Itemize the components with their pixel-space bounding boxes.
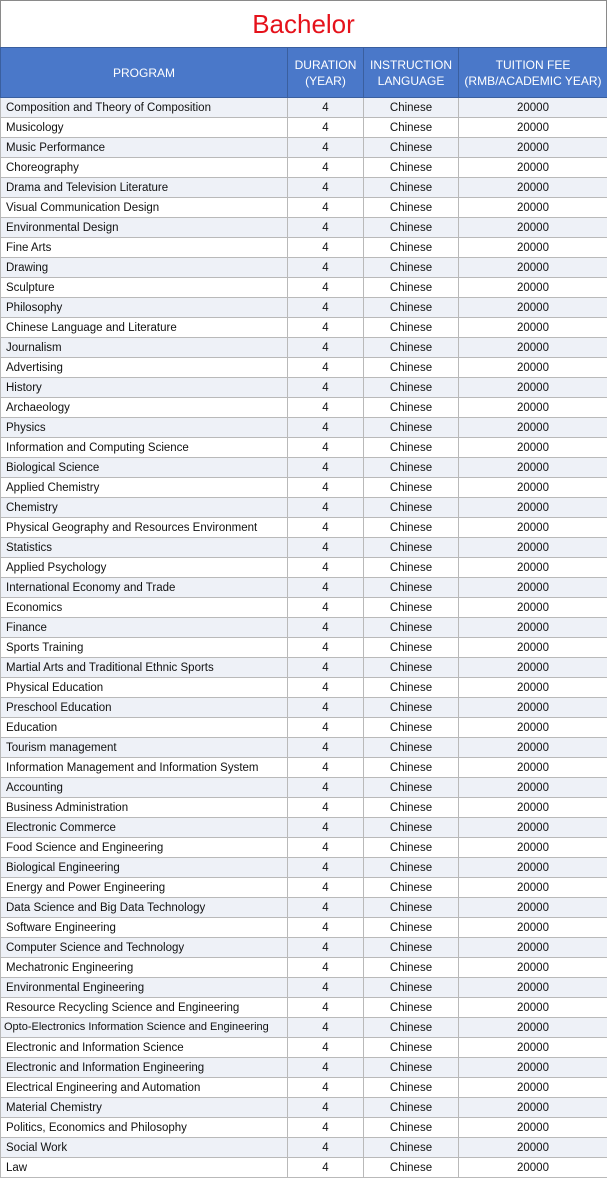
program-cell: Politics, Economics and Philosophy [1, 1118, 288, 1138]
language-cell: Chinese [364, 838, 459, 858]
program-cell: Composition and Theory of Composition [1, 98, 288, 118]
header-fee-line2: (RMB/ACADEMIC YEAR) [464, 73, 602, 88]
program-cell: Choreography [1, 158, 288, 178]
language-cell: Chinese [364, 658, 459, 678]
table-row [1, 878, 607, 898]
fee-cell: 20000 [459, 1098, 607, 1118]
duration-cell: 4 [288, 718, 364, 738]
table-row [1, 618, 607, 638]
language-cell: Chinese [364, 198, 459, 218]
program-cell: Drama and Television Literature [1, 178, 288, 198]
table-row [1, 898, 607, 918]
duration-cell: 4 [288, 758, 364, 778]
language-cell: Chinese [364, 498, 459, 518]
duration-cell: 4 [288, 1058, 364, 1078]
duration-cell: 4 [288, 518, 364, 538]
program-cell: Data Science and Big Data Technology [1, 898, 288, 918]
program-cell: Finance [1, 618, 288, 638]
table-row [1, 338, 607, 358]
fee-cell: 20000 [459, 818, 607, 838]
program-cell: Music Performance [1, 138, 288, 158]
language-cell: Chinese [364, 818, 459, 838]
program-cell: Computer Science and Technology [1, 938, 288, 958]
table-row [1, 718, 607, 738]
fee-cell: 20000 [459, 698, 607, 718]
language-cell: Chinese [364, 478, 459, 498]
table-row [1, 98, 607, 118]
duration-cell: 4 [288, 318, 364, 338]
fee-cell: 20000 [459, 978, 607, 998]
table-row [1, 838, 607, 858]
language-cell: Chinese [364, 958, 459, 978]
duration-cell: 4 [288, 158, 364, 178]
fee-cell: 20000 [459, 598, 607, 618]
program-cell: Business Administration [1, 798, 288, 818]
fee-cell: 20000 [459, 858, 607, 878]
table-row [1, 378, 607, 398]
table-row [1, 598, 607, 618]
program-cell: Visual Communication Design [1, 198, 288, 218]
table-row [1, 658, 607, 678]
program-cell: Electrical Engineering and Automation [1, 1078, 288, 1098]
language-cell: Chinese [364, 718, 459, 738]
language-cell: Chinese [364, 558, 459, 578]
table-row [1, 278, 607, 298]
table-row [1, 418, 607, 438]
program-cell: Philosophy [1, 298, 288, 318]
duration-cell: 4 [288, 798, 364, 818]
header-row [1, 48, 607, 98]
fee-cell: 20000 [459, 238, 607, 258]
language-cell: Chinese [364, 738, 459, 758]
program-cell: Physics [1, 418, 288, 438]
language-cell: Chinese [364, 778, 459, 798]
table-row [1, 938, 607, 958]
fee-cell: 20000 [459, 98, 607, 118]
program-cell: Resource Recycling Science and Engineering [1, 998, 288, 1018]
program-cell: Economics [1, 598, 288, 618]
header-program [1, 48, 288, 98]
language-cell: Chinese [364, 1018, 459, 1038]
program-cell: Archaeology [1, 398, 288, 418]
duration-cell: 4 [288, 258, 364, 278]
language-cell: Chinese [364, 938, 459, 958]
duration-cell: 4 [288, 998, 364, 1018]
duration-cell: 4 [288, 598, 364, 618]
fee-cell: 20000 [459, 1018, 607, 1038]
fee-cell: 20000 [459, 678, 607, 698]
fee-cell: 20000 [459, 918, 607, 938]
language-cell: Chinese [364, 338, 459, 358]
table-row [1, 1078, 607, 1098]
duration-cell: 4 [288, 98, 364, 118]
fee-cell: 20000 [459, 258, 607, 278]
table-row [1, 558, 607, 578]
header-language [364, 48, 459, 98]
duration-cell: 4 [288, 498, 364, 518]
duration-cell: 4 [288, 538, 364, 558]
table-row [1, 198, 607, 218]
fee-cell: 20000 [459, 198, 607, 218]
duration-cell: 4 [288, 618, 364, 638]
program-cell: Drawing [1, 258, 288, 278]
header-language-line1: INSTRUCTION [370, 57, 452, 72]
program-cell: Musicology [1, 118, 288, 138]
duration-cell: 4 [288, 1038, 364, 1058]
table-row [1, 518, 607, 538]
fee-cell: 20000 [459, 338, 607, 358]
table-row [1, 1058, 607, 1078]
duration-cell: 4 [288, 458, 364, 478]
duration-cell: 4 [288, 698, 364, 718]
program-cell: Applied Chemistry [1, 478, 288, 498]
fee-cell: 20000 [459, 478, 607, 498]
duration-cell: 4 [288, 978, 364, 998]
language-cell: Chinese [364, 118, 459, 138]
language-cell: Chinese [364, 158, 459, 178]
language-cell: Chinese [364, 538, 459, 558]
duration-cell: 4 [288, 118, 364, 138]
table-row [1, 398, 607, 418]
program-cell: Chinese Language and Literature [1, 318, 288, 338]
program-cell: Martial Arts and Traditional Ethnic Sports [1, 658, 288, 678]
language-cell: Chinese [364, 458, 459, 478]
fee-cell: 20000 [459, 118, 607, 138]
language-cell: Chinese [364, 438, 459, 458]
duration-cell: 4 [288, 1138, 364, 1158]
fee-cell: 20000 [459, 738, 607, 758]
program-cell: Chemistry [1, 498, 288, 518]
fee-cell: 20000 [459, 1078, 607, 1098]
table-row [1, 638, 607, 658]
language-cell: Chinese [364, 918, 459, 938]
fee-cell: 20000 [459, 798, 607, 818]
table-row [1, 318, 607, 338]
header-duration [288, 48, 364, 98]
fee-cell: 20000 [459, 898, 607, 918]
duration-cell: 4 [288, 878, 364, 898]
table-row [1, 258, 607, 278]
fee-cell: 20000 [459, 218, 607, 238]
language-cell: Chinese [364, 278, 459, 298]
table-row [1, 738, 607, 758]
program-cell: Fine Arts [1, 238, 288, 258]
language-cell: Chinese [364, 398, 459, 418]
program-cell: Physical Geography and Resources Environment [1, 518, 288, 538]
duration-cell: 4 [288, 218, 364, 238]
fee-cell: 20000 [459, 878, 607, 898]
header-duration-line1: DURATION [294, 57, 357, 72]
program-cell: Sports Training [1, 638, 288, 658]
duration-cell: 4 [288, 178, 364, 198]
fee-cell: 20000 [459, 838, 607, 858]
language-cell: Chinese [364, 898, 459, 918]
table-row [1, 678, 607, 698]
header-duration-line2: (YEAR) [305, 73, 346, 88]
fee-cell: 20000 [459, 418, 607, 438]
fee-cell: 20000 [459, 138, 607, 158]
duration-cell: 4 [288, 198, 364, 218]
duration-cell: 4 [288, 278, 364, 298]
duration-cell: 4 [288, 138, 364, 158]
program-cell: Advertising [1, 358, 288, 378]
fee-cell: 20000 [459, 718, 607, 738]
duration-cell: 4 [288, 418, 364, 438]
program-cell: Social Work [1, 1138, 288, 1158]
fee-cell: 20000 [459, 158, 607, 178]
duration-cell: 4 [288, 298, 364, 318]
program-cell: Opto-Electronics Information Science and Engineering [1, 1018, 288, 1038]
language-cell: Chinese [364, 598, 459, 618]
table-row [1, 958, 607, 978]
table-row [1, 178, 607, 198]
language-cell: Chinese [364, 578, 459, 598]
program-cell: Biological Science [1, 458, 288, 478]
table-row [1, 1018, 607, 1038]
fee-cell: 20000 [459, 438, 607, 458]
program-cell: History [1, 378, 288, 398]
language-cell: Chinese [364, 858, 459, 878]
language-cell: Chinese [364, 638, 459, 658]
fee-cell: 20000 [459, 498, 607, 518]
language-cell: Chinese [364, 98, 459, 118]
table-row [1, 858, 607, 878]
table-row [1, 1118, 607, 1138]
table-row [1, 138, 607, 158]
table-row [1, 298, 607, 318]
table-row [1, 438, 607, 458]
program-cell: Preschool Education [1, 698, 288, 718]
program-cell: Electronic Commerce [1, 818, 288, 838]
language-cell: Chinese [364, 298, 459, 318]
header-fee [459, 48, 607, 98]
duration-cell: 4 [288, 638, 364, 658]
language-cell: Chinese [364, 418, 459, 438]
header-language-line2: LANGUAGE [377, 73, 445, 88]
fee-cell: 20000 [459, 1158, 607, 1178]
language-cell: Chinese [364, 1038, 459, 1058]
language-cell: Chinese [364, 1118, 459, 1138]
fee-cell: 20000 [459, 1138, 607, 1158]
program-cell: Law [1, 1158, 288, 1178]
table-row [1, 918, 607, 938]
header-fee-line1: TUITION FEE [495, 57, 571, 72]
duration-cell: 4 [288, 958, 364, 978]
table-row [1, 578, 607, 598]
table-row [1, 758, 607, 778]
program-cell: Physical Education [1, 678, 288, 698]
language-cell: Chinese [364, 698, 459, 718]
fee-cell: 20000 [459, 458, 607, 478]
duration-cell: 4 [288, 858, 364, 878]
table-row [1, 358, 607, 378]
table-header [1, 48, 607, 98]
duration-cell: 4 [288, 438, 364, 458]
language-cell: Chinese [364, 518, 459, 538]
fee-cell: 20000 [459, 538, 607, 558]
fee-cell: 20000 [459, 1058, 607, 1078]
table-row [1, 998, 607, 1018]
language-cell: Chinese [364, 798, 459, 818]
duration-cell: 4 [288, 918, 364, 938]
duration-cell: 4 [288, 358, 364, 378]
fee-cell: 20000 [459, 318, 607, 338]
program-cell: International Economy and Trade [1, 578, 288, 598]
program-cell: Education [1, 718, 288, 738]
fee-cell: 20000 [459, 638, 607, 658]
program-cell: Electronic and Information Science [1, 1038, 288, 1058]
table-row [1, 1038, 607, 1058]
duration-cell: 4 [288, 838, 364, 858]
fee-cell: 20000 [459, 778, 607, 798]
language-cell: Chinese [364, 1098, 459, 1118]
fee-cell: 20000 [459, 358, 607, 378]
table-row [1, 1138, 607, 1158]
fee-cell: 20000 [459, 1038, 607, 1058]
language-cell: Chinese [364, 878, 459, 898]
table-row [1, 978, 607, 998]
duration-cell: 4 [288, 1078, 364, 1098]
language-cell: Chinese [364, 238, 459, 258]
header-program-label: PROGRAM [112, 65, 175, 80]
fee-cell: 20000 [459, 298, 607, 318]
table-body [1, 98, 607, 1178]
fee-cell: 20000 [459, 1118, 607, 1138]
table-row [1, 818, 607, 838]
program-cell: Environmental Design [1, 218, 288, 238]
duration-cell: 4 [288, 898, 364, 918]
duration-cell: 4 [288, 378, 364, 398]
fee-cell: 20000 [459, 398, 607, 418]
duration-cell: 4 [288, 658, 364, 678]
language-cell: Chinese [364, 378, 459, 398]
program-cell: Electronic and Information Engineering [1, 1058, 288, 1078]
table-row [1, 218, 607, 238]
program-cell: Environmental Engineering [1, 978, 288, 998]
duration-cell: 4 [288, 1098, 364, 1118]
fee-cell: 20000 [459, 558, 607, 578]
duration-cell: 4 [288, 1158, 364, 1178]
duration-cell: 4 [288, 558, 364, 578]
duration-cell: 4 [288, 338, 364, 358]
fee-cell: 20000 [459, 658, 607, 678]
table-row [1, 1158, 607, 1178]
language-cell: Chinese [364, 1158, 459, 1178]
duration-cell: 4 [288, 398, 364, 418]
table-row [1, 238, 607, 258]
program-cell: Applied Psychology [1, 558, 288, 578]
duration-cell: 4 [288, 738, 364, 758]
language-cell: Chinese [364, 218, 459, 238]
duration-cell: 4 [288, 478, 364, 498]
program-cell: Food Science and Engineering [1, 838, 288, 858]
duration-cell: 4 [288, 678, 364, 698]
program-cell: Material Chemistry [1, 1098, 288, 1118]
duration-cell: 4 [288, 238, 364, 258]
table-row [1, 118, 607, 138]
program-cell: Software Engineering [1, 918, 288, 938]
program-cell: Information Management and Information System [1, 758, 288, 778]
table-row [1, 778, 607, 798]
program-cell: Mechatronic Engineering [1, 958, 288, 978]
language-cell: Chinese [364, 1058, 459, 1078]
program-cell: Sculpture [1, 278, 288, 298]
fee-cell: 20000 [459, 578, 607, 598]
language-cell: Chinese [364, 978, 459, 998]
fee-cell: 20000 [459, 758, 607, 778]
language-cell: Chinese [364, 678, 459, 698]
table-row [1, 1098, 607, 1118]
program-cell: Biological Engineering [1, 858, 288, 878]
fee-cell: 20000 [459, 938, 607, 958]
table-row [1, 158, 607, 178]
fee-cell: 20000 [459, 278, 607, 298]
language-cell: Chinese [364, 758, 459, 778]
table-row [1, 698, 607, 718]
program-table [0, 47, 607, 1178]
fee-cell: 20000 [459, 518, 607, 538]
page-title: Bachelor [0, 0, 607, 47]
language-cell: Chinese [364, 178, 459, 198]
duration-cell: 4 [288, 938, 364, 958]
program-cell: Accounting [1, 778, 288, 798]
duration-cell: 4 [288, 818, 364, 838]
language-cell: Chinese [364, 998, 459, 1018]
program-cell: Tourism management [1, 738, 288, 758]
fee-cell: 20000 [459, 378, 607, 398]
table-row [1, 498, 607, 518]
duration-cell: 4 [288, 578, 364, 598]
fee-cell: 20000 [459, 958, 607, 978]
program-cell: Information and Computing Science [1, 438, 288, 458]
language-cell: Chinese [364, 1138, 459, 1158]
language-cell: Chinese [364, 318, 459, 338]
table-row [1, 458, 607, 478]
fee-cell: 20000 [459, 178, 607, 198]
language-cell: Chinese [364, 618, 459, 638]
fee-cell: 20000 [459, 618, 607, 638]
language-cell: Chinese [364, 138, 459, 158]
language-cell: Chinese [364, 1078, 459, 1098]
program-cell: Statistics [1, 538, 288, 558]
fee-cell: 20000 [459, 998, 607, 1018]
table-row [1, 478, 607, 498]
program-cell: Energy and Power Engineering [1, 878, 288, 898]
program-cell: Journalism [1, 338, 288, 358]
duration-cell: 4 [288, 1118, 364, 1138]
table-row [1, 798, 607, 818]
table-row [1, 538, 607, 558]
duration-cell: 4 [288, 1018, 364, 1038]
language-cell: Chinese [364, 258, 459, 278]
duration-cell: 4 [288, 778, 364, 798]
language-cell: Chinese [364, 358, 459, 378]
